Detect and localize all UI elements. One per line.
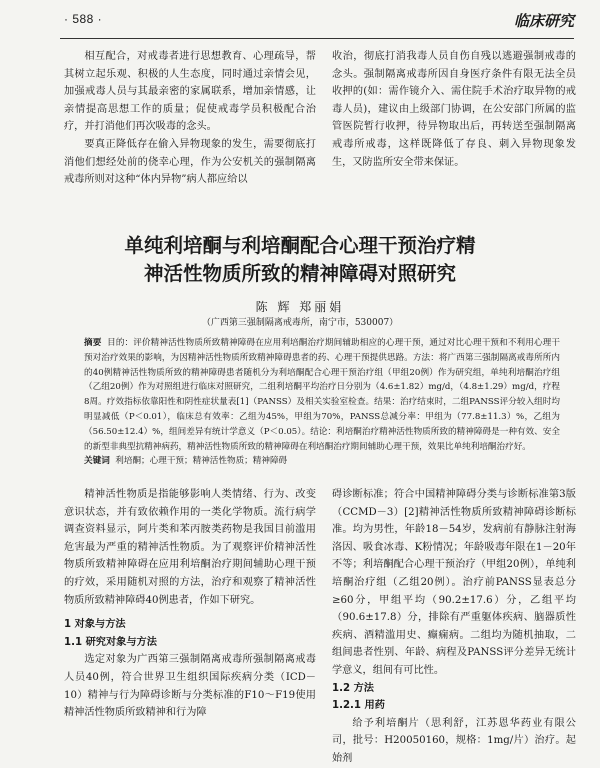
abstract-label: 摘要 <box>84 338 102 348</box>
article-title-line: 单纯利培酮与利培酮配合心理干预治疗精 <box>124 234 476 257</box>
page-header <box>0 0 600 42</box>
article-title-line: 神活性物质所致的精神障碍对照研究 <box>143 262 456 285</box>
body-paragraph: 碍诊断标准；符合中国精神障碍分类与诊断标准第3版（CCMD－3）[2]精神活性物质所致精神障碍诊断标准。均为男性，年龄18－54岁，发病前有静脉注射海洛因、吸食冰毒、K粉情况；年龄吸毒年限在1－20年不等；利培酮配合心理干预治疗（甲组20例），单纯利培酮治疗组（乙组20例）。治疗前PANSS显表总分≥60分，甲组平均（90.2±17.6）分，乙组平均（90.6±17.8）分，排除有严重躯体疾病、脑器质性疾病、酒精滥用史、癫痫病。二组均为随机抽取，二组间患者性别、年龄、病程及PANSS评分差异无统计学意义，组间有可比性。 <box>332 489 576 676</box>
keywords-label: 关键词 <box>84 456 110 467</box>
prev-article-paragraph: 收治，彻底打消我毒人员自伤自残以逃避强制戒毒的念头。强制隔离戒毒所因自身医疗条件有限无法全员收押的(如：需作镜介入、需住院手术治疗取异物的戒毒人员)，建议由上级部门协调，在公安部门所属的监管医院暂行收押，待异物取出后，再转送至强制隔离戒毒所戒毒，这样既降低了存良、刺入异物现象发生，又防监所安全带来保证。 <box>332 51 576 168</box>
subsection-heading: 1.2.1 用药 <box>332 700 385 712</box>
article-authors: 陈 辉 郑丽娟 <box>255 300 345 314</box>
body-right-column <box>332 486 576 768</box>
prev-article-paragraph: 要真正降低存在偷入异物现象的发生，需要彻底打消他们想经处前的侥幸心理，作为公安机关的强制隔离戒毒所则对这种“体内异物”病人都应给以 <box>64 138 316 186</box>
body-paragraph: 选定对象为广西第三强制隔离戒毒所强制隔离戒毒人员40例，符合世界卫生组织国际疾病分类（ICD－10）精神与行为障碍诊断与分类标准的F10～F19使用精神活性物质所致精神和行为障 <box>64 654 316 719</box>
page-number: · 588 · <box>64 12 103 26</box>
journal-section-title: 临床研究 <box>513 13 574 30</box>
abstract-body <box>84 336 560 454</box>
header-rule <box>60 38 574 39</box>
body-left-column <box>64 486 316 722</box>
author-affiliation: （广西第三强制隔离戒毒所，南宁市，530007） <box>201 318 399 328</box>
body-paragraph: 给予利培酮片（思利舒，江苏恩华药业有限公司，批号：H20050160，规格：1mg/片）治疗。起始剂 <box>332 717 576 764</box>
abstract <box>84 336 560 469</box>
section-heading: 1 对象与方法 <box>64 619 126 631</box>
keywords-text: 利培酮；心理干预；精神活性物质；精神障碍 <box>115 456 288 467</box>
prev-article-left-column <box>64 48 316 189</box>
prev-article-right-column <box>332 48 576 171</box>
article-title <box>40 232 560 288</box>
prev-article-paragraph: 相互配合，对戒毒者进行思想教育、心理疏导，帮其树立起乐观、积极的人生态度，同时通过亲情会见，加强戒毒人员与其最亲密的家属联系，增加亲情感，让亲情提高思想工作的质量；促使戒毒学员积极配合治疗，并打消他们再次吸毒的念头。 <box>64 51 316 133</box>
subsection-heading: 1.2 方法 <box>332 682 374 694</box>
subsection-heading: 1.1 研究对象与方法 <box>64 636 157 648</box>
body-paragraph: 精神活性物质是指能够影响人类情绪、行为、改变意识状态，并有致依赖作用的一类化学物质。流行病学调查资料显示，阿片类和苯丙胺类药物是我国目前滥用危害最为严重的精神活性物质。为了观察评价精神活性物质所致精神障碍在应用利培酮治疗期间辅助心理干预的疗效，采用随机对照的方法，治疗和观察了精神活性物质所致精神障碍40例患者，作如下研究。 <box>64 489 316 606</box>
keywords-line <box>84 454 560 469</box>
abstract-text: 目的：评价精神活性物质所致精神障碍在应用利培酮治疗期间辅助相应的心理干预，通过对比心理干预和不利用心理干预对治疗效果的影响，为因精神活性物质所致精神障碍患者的药、心理干预提供思路。方法：将广西第三强制隔离戒毒所所内的40例精神活性物质所致的精神障碍患者随机分为利培酮配合心理干预治疗组（甲组20例）作为研究组，单纯利培酮治疗组（乙组20例）作为对照组进行临床对照研究，二组利培酮平均治疗日分别为（4.6±1.82）mg/d，（4.8±1.29）mg/d，疗程8周。疗效指标依靠阳性和阴性症状量表[1]（PANSS）及相关实验室检查。结果：治疗结束时，二组PANSS评分较入组时均明显减低（P＜0.01），临床总有效率：乙组为45%，甲组为70%，PANSS总减分率：甲组为（77.8±11.3）%，乙组为（56.50±12.4）%，组间差异有统计学意义（P＜0.05）。结论：利培酮治疗精神活性物质所致的精神障碍是一种有效、安全的新型非典型抗精神病药，精神活性物质所致的精神障碍在利培酮治疗期间辅助心理干预，效果比单纯利培酮治疗好。 <box>84 338 560 452</box>
